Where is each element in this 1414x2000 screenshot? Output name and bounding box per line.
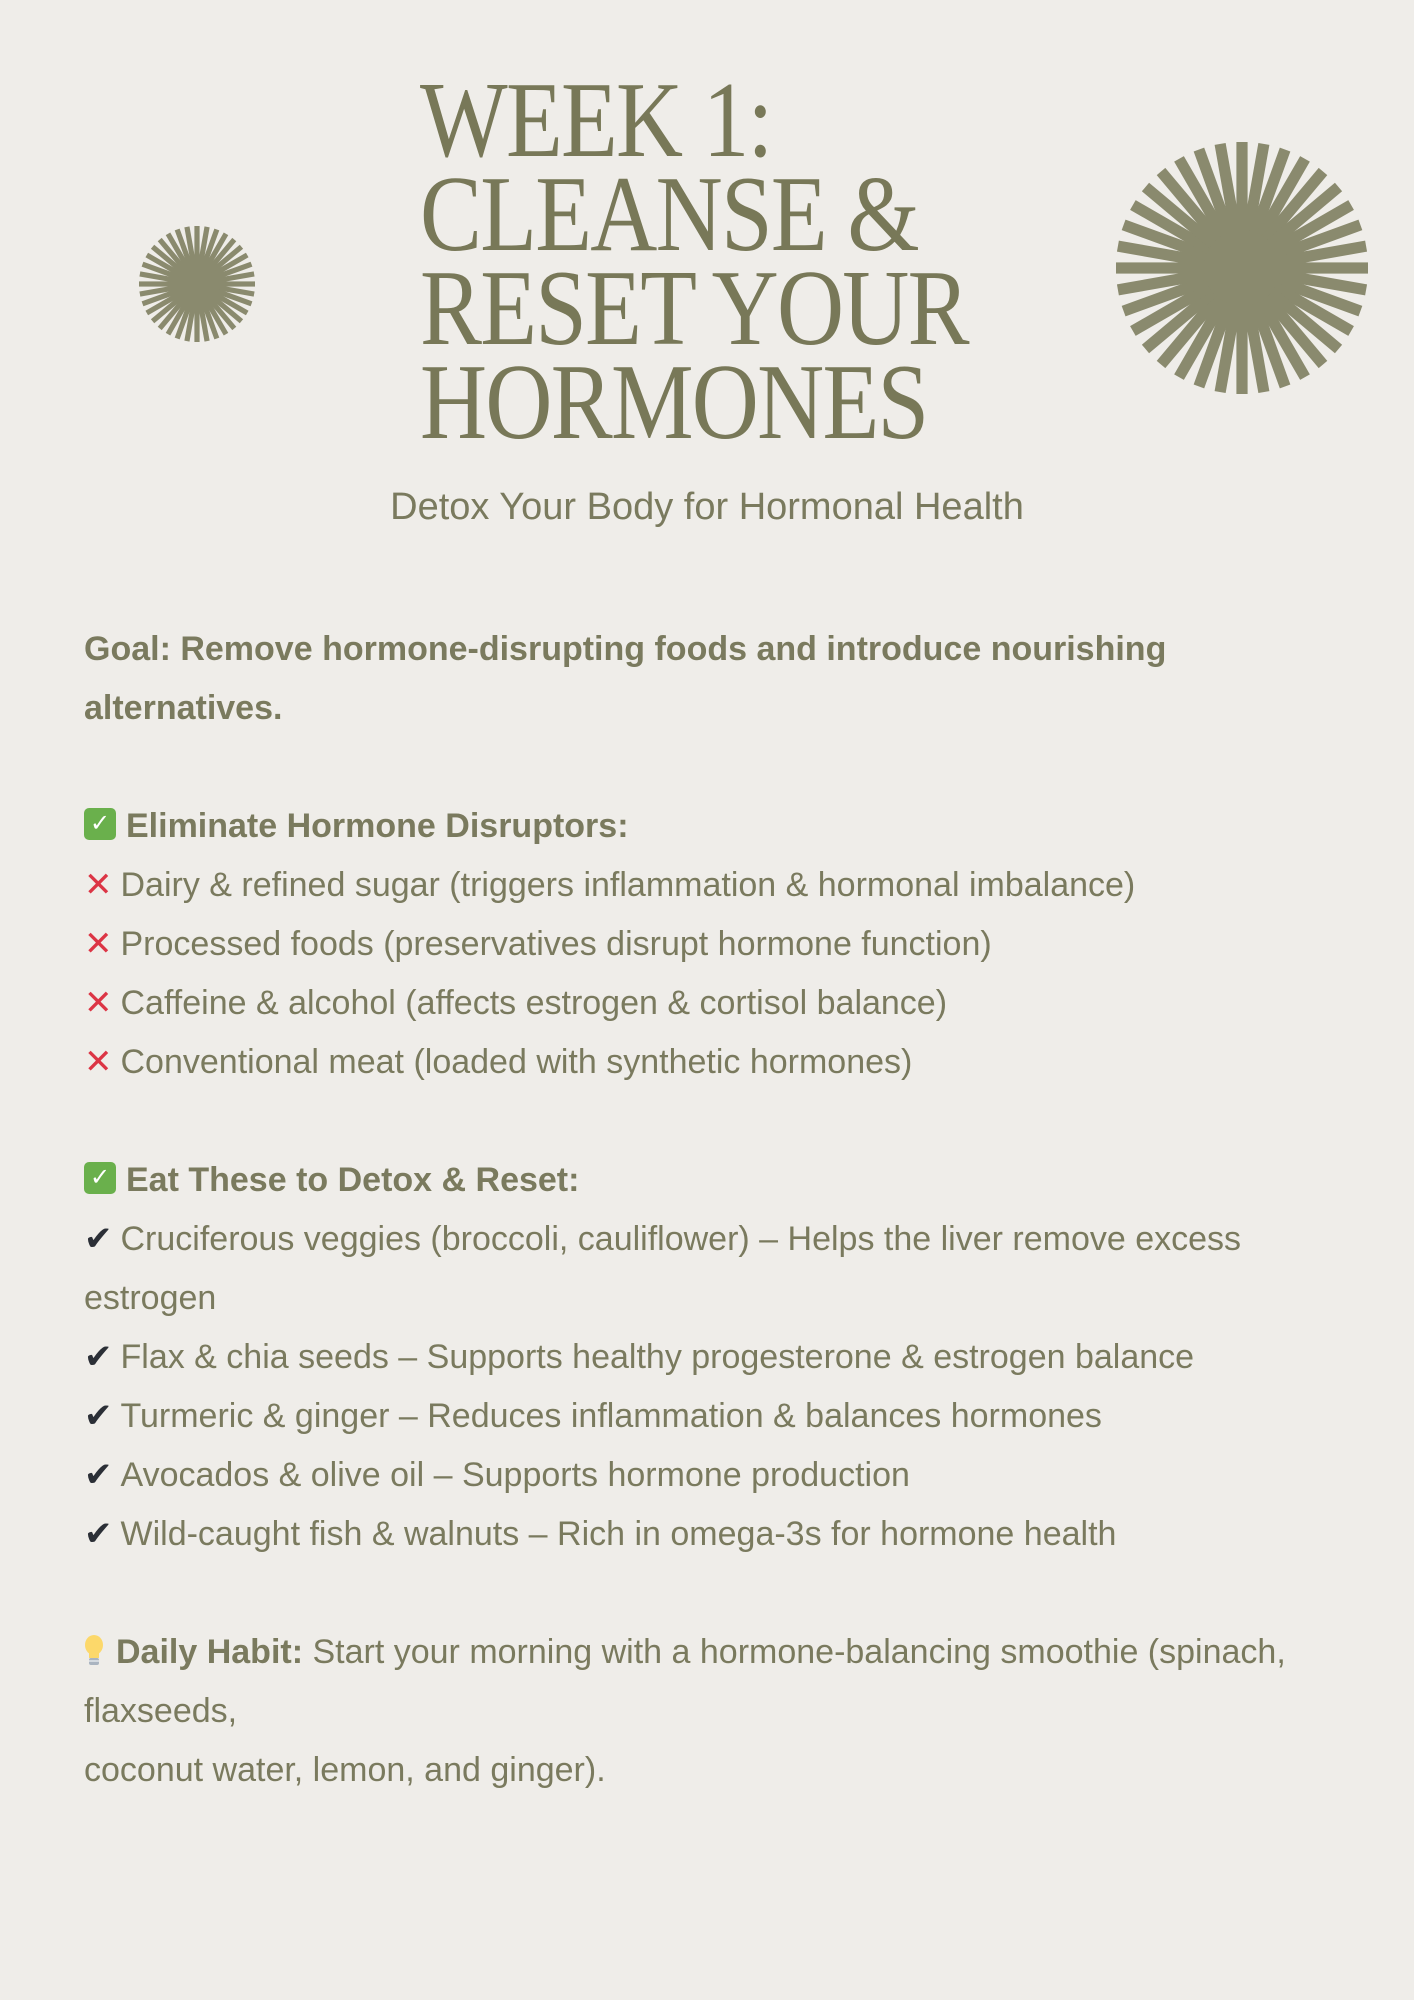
page-title [420,61,1005,462]
check-mark-icon: ✔ [84,1515,113,1553]
list-item [84,1210,1344,1328]
check-mark-icon: ✔ [84,1220,113,1258]
check-mark-icon: ✔ [84,1338,113,1376]
cross-mark-icon: ✕ [84,925,113,963]
title-line: WEEK 1: [420,61,772,180]
check-box-icon: ✓ [84,808,116,840]
daily-habit-text-2: coconut water, lemon, and ginger). [84,1751,606,1789]
list-item-text: Avocados & olive oil – Supports hormone production [120,1456,910,1494]
eliminate-heading-label: Eliminate Hormone Disruptors: [126,807,629,845]
cross-mark-icon: ✕ [84,866,113,904]
list-item-text: Conventional meat (loaded with synthetic hormones) [120,1043,913,1081]
cross-mark-icon: ✕ [84,1043,113,1081]
title-line: HORMONES [420,343,928,462]
list-item [84,1446,1344,1505]
cross-mark-icon: ✕ [84,984,113,1022]
list-item [84,1328,1344,1387]
eat-heading [84,1151,1344,1210]
eliminate-heading [84,797,1344,856]
eliminate-list [84,856,1344,1092]
subtitle: Detox Your Body for Hormonal Health [390,486,1024,528]
list-item-text: Wild-caught fish & walnuts – Rich in omega-3s for hormone health [120,1515,1117,1553]
list-item-text: Processed foods (preservatives disrupt hormone function) [120,925,992,963]
list-item [84,974,1344,1033]
spacer [84,1092,1344,1151]
list-item-text: Turmeric & ginger – Reduces inflammation & balances hormones [120,1397,1102,1435]
content-body [84,620,1344,1800]
eat-list [84,1210,1344,1564]
title-line: RESET YOUR [420,249,968,368]
spacer [84,1564,1344,1623]
check-mark-icon: ✔ [84,1397,113,1435]
check-mark-icon: ✔ [84,1456,113,1494]
eat-heading-label: Eat These to Detox & Reset: [126,1161,580,1199]
sunburst-icon [137,224,257,344]
list-item [84,1505,1344,1564]
list-item-text: Flax & chia seeds – Supports healthy progesterone & estrogen balance [120,1338,1195,1376]
list-item [84,915,1344,974]
list-item [84,1033,1344,1092]
goal-statement: Goal: Remove hormone-disrupting foods and introduce nourishing alternatives. [84,630,1167,727]
list-item [84,1387,1344,1446]
daily-habit [84,1623,1344,1800]
lightbulb-icon [84,1635,104,1667]
sunburst-icon [1114,140,1370,396]
title-line: CLEANSE & [420,155,918,274]
list-item-text: Cruciferous veggies (broccoli, cauliflower) – Helps the liver remove excess estrogen [84,1220,1242,1317]
daily-habit-text: Start your morning with a hormone-balancing smoothie (spinach, flaxseeds, [84,1633,1286,1730]
list-item [84,856,1344,915]
daily-habit-label: Daily Habit: [116,1633,304,1671]
list-item-text: Dairy & refined sugar (triggers inflammation & hormonal imbalance) [120,866,1136,904]
check-box-icon: ✓ [84,1162,116,1194]
list-item-text: Caffeine & alcohol (affects estrogen & cortisol balance) [120,984,948,1022]
